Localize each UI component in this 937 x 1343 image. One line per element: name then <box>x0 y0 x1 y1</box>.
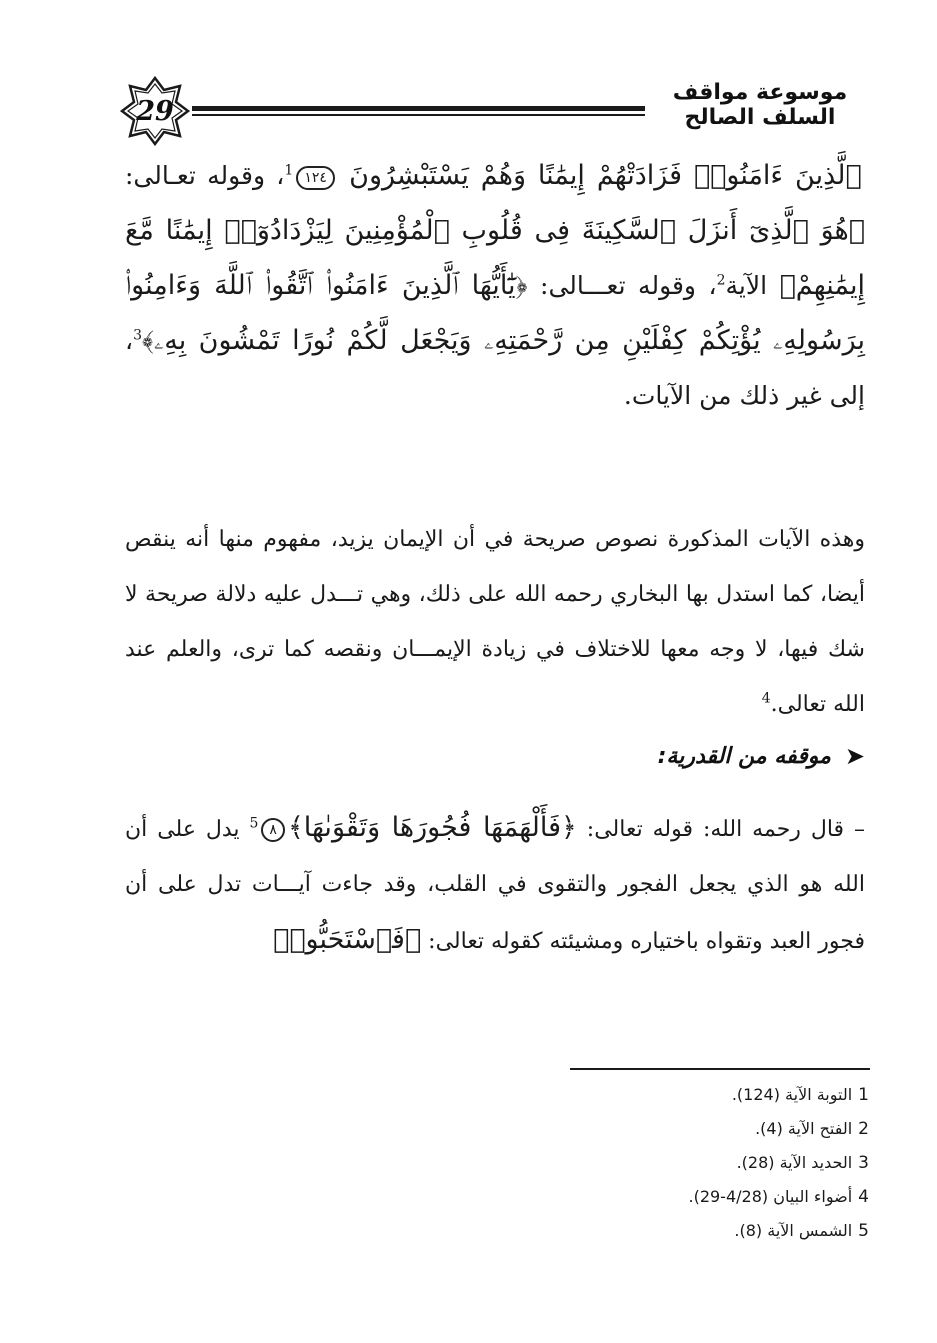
footnote-number: 5 <box>858 1221 869 1241</box>
footnote-number: 3 <box>858 1153 869 1173</box>
footnote-ref: 1 <box>284 162 294 179</box>
text-span: – قال رحمه الله: قوله تعالى: <box>576 817 865 842</box>
footnote <box>509 1214 869 1248</box>
quran-verse-3: ﴿يَٰٓأَيُّهَا ٱلَّذِينَ ءَامَنُوا۟ ٱتَّقُوا۟ ٱللَّهَ وَءَامِنُوا۟ بِرَسُولِهِۦ يُؤْتِكُمْ كِفْلَيْنِ مِن رَّحْمَتِهِۦ وَيَجْعَل لَّكُمْ نُورًا تَمْشُونَ بِهِۦ﴾ <box>125 270 865 356</box>
footnotes <box>509 1078 869 1248</box>
footnote <box>509 1180 869 1214</box>
footnote-text: الفتح الآية (4). <box>755 1119 853 1138</box>
paragraph-text: وهذه الآيات المذكورة نصوص صريحة في أن الإيمان يزيد، مفهوم منها أنه ينقص أيضا، كما استدل بها البخاري رحمه الله على ذلك، وهي تـــدل عليه دلالة صريحة لا شك فيها، لا وجه معها للاختلاف في زيادة الإيمـــان ونقصه كما ترى، والعلم عند الله تعالى. <box>125 527 865 717</box>
footnote-ref: 5 <box>249 815 259 832</box>
footnote-number: 1 <box>858 1085 869 1105</box>
page-number: 29 <box>136 95 174 127</box>
footnote-number: 2 <box>858 1119 869 1139</box>
text-span: ، وقوله تعـــالى: <box>527 271 717 300</box>
quran-verse-2: ﴿هُوَ ٱلَّذِىٓ أَنزَلَ ٱلسَّكِينَةَ فِى قُلُوبِ ٱلْمُؤْمِنِينَ لِيَزْدَادُوٓا۟ إِيمَٰنًا مَّعَ إِيمَٰنِهِمْ﴾ <box>125 215 865 301</box>
verse-number-marker: ١٢٤ <box>296 166 335 190</box>
section-heading <box>658 742 865 770</box>
footnote <box>509 1112 869 1146</box>
quran-verse-1: ٱلَّذِينَ ءَامَنُوا۟ فَزَادَتْهُمْ إِيمَٰنًا وَهُمْ يَسْتَبْشِرُونَ <box>349 160 862 191</box>
verse-number-marker: ٨ <box>261 818 285 842</box>
footnote <box>509 1078 869 1112</box>
text-span: ، إلى غير ذلك من الآيات. <box>125 326 865 410</box>
footnote-number: 4 <box>858 1187 869 1207</box>
section-heading-text: موقفه من القدرية: <box>657 743 831 769</box>
footnote-text: أضواء البيان (4/28-29). <box>688 1187 853 1206</box>
quran-verse-5: ﴿فَٱسْتَحَبُّوا۟ <box>273 924 422 955</box>
paragraph-qadariyya <box>125 800 865 969</box>
text-span: ، وقوله تعـالى: <box>125 161 285 190</box>
footnote-ref: 4 <box>761 690 771 707</box>
footnote <box>509 1146 869 1180</box>
footnote-ref: 2 <box>716 272 726 289</box>
series-title: موسوعة مواقف السلف الصالح <box>672 80 848 130</box>
footnote-ref: 3 <box>133 327 142 344</box>
text-span: الآية <box>725 271 780 300</box>
header-rule <box>192 106 645 116</box>
page-header <box>110 70 880 150</box>
paragraph-commentary <box>125 512 865 732</box>
quran-verse-4: ﴿فَأَلْهَمَهَا فُجُورَهَا وَتَقْوَىٰهَا﴾ <box>287 812 577 843</box>
footnote-text: الشمس الآية (8). <box>734 1221 853 1240</box>
footnote-text: التوبة الآية (124). <box>731 1085 853 1104</box>
paragraph-verses <box>125 148 865 423</box>
text-span: يدل على أن الله هو الذي يجعل الفجور والتقوى في القلب، وقد جاءت آيـــات تدل على أن فجور العبد وتقواه باختياره ومشيئته كقوله تعالى: <box>125 817 865 954</box>
footnote-separator <box>570 1068 870 1070</box>
arrowhead-icon: ➤ <box>844 742 865 770</box>
footnote-text: الحديد الآية (28). <box>736 1153 853 1172</box>
